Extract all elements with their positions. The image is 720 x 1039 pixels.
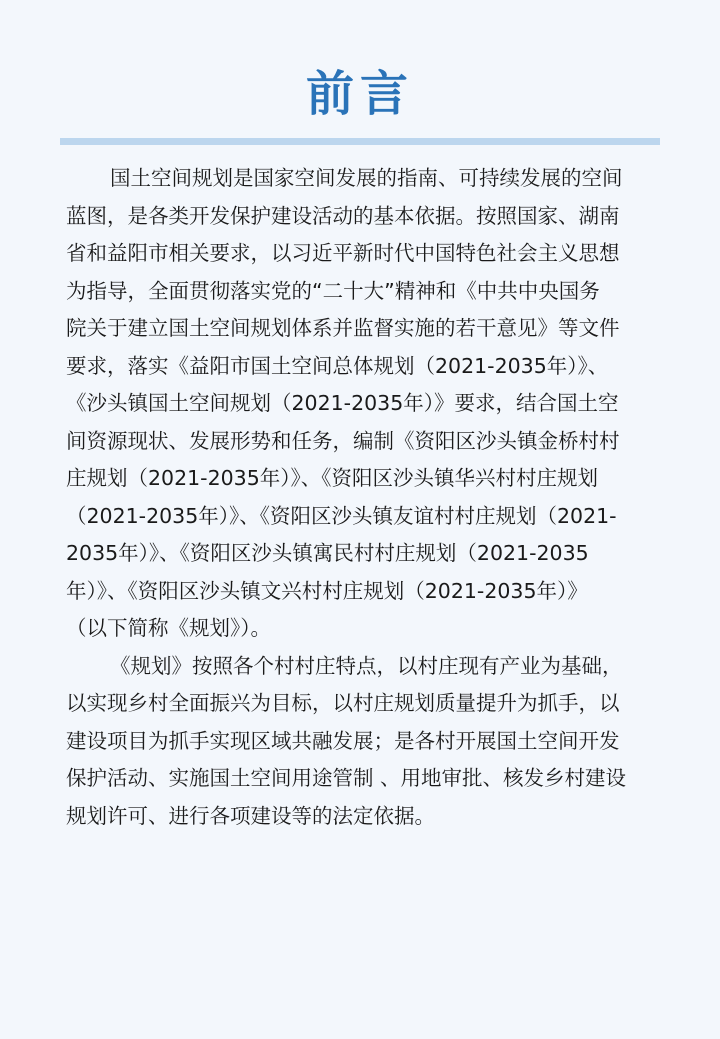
paragraph-2 xyxy=(66,648,652,836)
text-line: 以实现乡村全面振兴为目标，以村庄规划质量提升为抓手，以 xyxy=(66,691,620,715)
text-line: 院关于建立国土空间规划体系并监督实施的若干意见》等文件 xyxy=(66,316,620,340)
text-line: 规划许可、进行各项建设等的法定依据。 xyxy=(66,803,435,828)
text-line: 《沙头镇国土空间规划（2021-2035年）》要求，结合国土空 xyxy=(66,391,619,415)
text-line: 保护活动、实施国土空间用途管制 、用地审批、核发乡村建设 xyxy=(66,766,627,790)
text-line: 《规划》按照各个村村庄特点，以村庄现有产业为基础， xyxy=(110,653,623,678)
text-line: 建设项目为抓手实现区域共融发展；是各村开展国土空间开发 xyxy=(66,728,620,753)
text-line: 年）》、《资阳区沙头镇文兴村村庄规划（2021-2035年）》 xyxy=(66,578,588,603)
text-line: 蓝图，是各类开发保护建设活动的基本依据。按照国家、湖南 xyxy=(66,203,620,228)
preface-body xyxy=(66,160,652,835)
text-line: 要求，落实《益阳市国土空间总体规划（2021-2035年）》、 xyxy=(66,353,609,378)
paragraph-1 xyxy=(66,160,652,648)
text-line: 为指导，全面贯彻落实党的“二十大”精神和《中共中央国务 xyxy=(66,278,600,303)
text-line: （以下简称《规划》）。 xyxy=(66,616,271,640)
text-line: 2035年）》、《资阳区沙头镇寓民村村庄规划（2021-2035 xyxy=(66,541,589,565)
text-line: 国土空间规划是国家空间发展的指南、可持续发展的空间 xyxy=(110,166,623,190)
title-underline-bar xyxy=(60,138,660,145)
text-line: 庄规划（2021-2035年）》、《资阳区沙头镇华兴村村庄规划 xyxy=(66,466,598,490)
text-line: 间资源现状、发展形势和任务，编制《资阳区沙头镇金桥村村 xyxy=(66,428,620,453)
text-line: 省和益阳市相关要求，以习近平新时代中国特色社会主义思想 xyxy=(66,241,620,265)
page-title: 前言 xyxy=(305,66,414,122)
text-line: （2021-2035年）》、《资阳区沙头镇友谊村村庄规划（2021- xyxy=(66,503,617,528)
